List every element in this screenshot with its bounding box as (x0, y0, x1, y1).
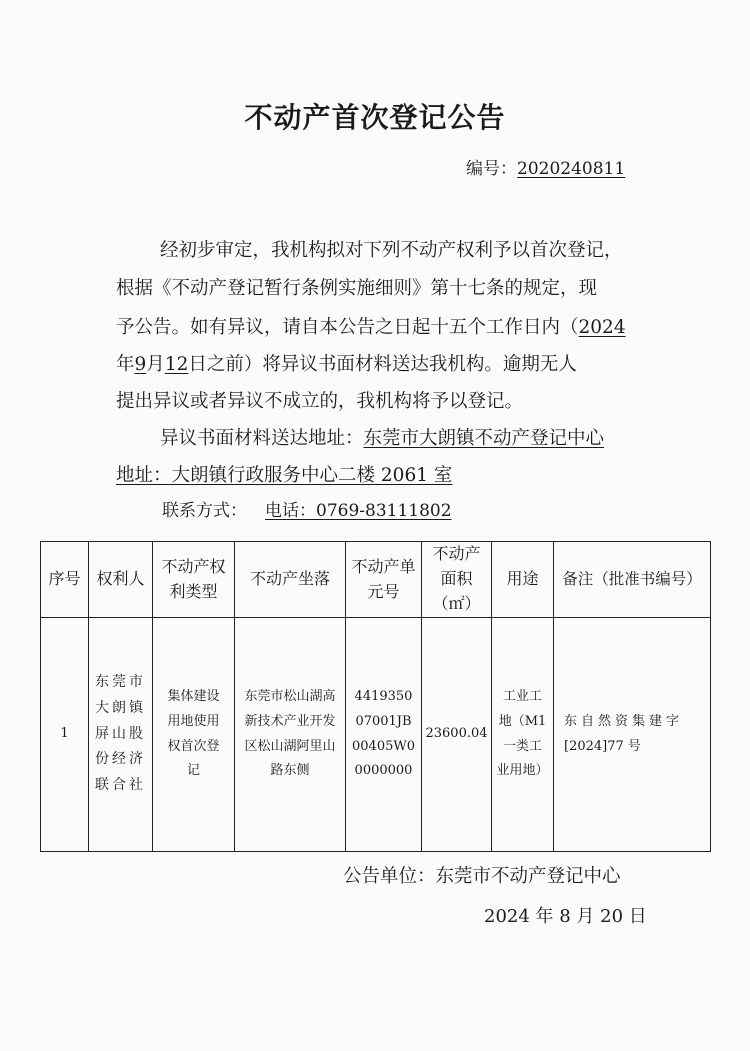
deadline-day: 12 (164, 354, 189, 375)
cell-right-type: 集体建设 用地使用 权首次登 记 (153, 618, 235, 852)
header-location: 不动产坐落 (235, 542, 346, 618)
document-number-value: 2020240811 (517, 159, 626, 179)
header-seq: 序号 (41, 542, 89, 618)
cell-seq: 1 (41, 618, 89, 852)
cell-location: 东莞市松山湖高 新技术产业开发 区松山湖阿里山 路东侧 (235, 618, 346, 852)
issuing-unit-name: 东莞市不动产登记中心 (435, 866, 621, 887)
cell-usage: 工业工 地（M1 一类工 业用地） (492, 618, 554, 852)
cell-owner: 东莞市 大朗镇 屏山股 份经济 联合社 (89, 618, 153, 852)
cell-area: 23600.04 (422, 618, 492, 852)
issuing-unit (343, 862, 621, 888)
deadline-year-suffix: 年 (116, 354, 135, 375)
header-usage: 用途 (492, 542, 554, 618)
header-area: 不动产 面积 （㎡） (422, 542, 492, 618)
address-value: 大朗镇行政服务中心二楼 2061 室 (171, 465, 453, 486)
body-line-3-text: 予公告。如有异议，请自本公告之日起十五个工作日内（ (116, 317, 579, 338)
body-line-1: 经初步审定，我机构拟对下列不动产权利予以首次登记， (160, 240, 623, 261)
deadline-month: 9 (134, 354, 147, 375)
table-row (41, 618, 711, 852)
address-line (116, 461, 452, 487)
body-line-5: 提出异议或者异议不成立的，我机构将予以登记。 (116, 391, 524, 412)
issuing-unit-label: 公告单位： (343, 866, 436, 887)
cell-remark: 东自然资集建字 [2024]77 号 (554, 618, 711, 852)
header-owner: 权利人 (89, 542, 153, 618)
cell-unit-no: 4419350 07001JB 00405W0 0000000 (346, 618, 422, 852)
header-right-type: 不动产权 利类型 (153, 542, 235, 618)
issue-date: 2024 年 8 月 20 日 (484, 906, 647, 927)
deadline-month-suffix: 月 (146, 354, 165, 375)
objection-address (160, 424, 604, 450)
document-number (466, 154, 625, 179)
contact-label: 联系方式： (162, 501, 247, 521)
deadline-year: 2024 (578, 317, 626, 338)
registration-table (40, 541, 711, 852)
document-number-label: 编号： (466, 159, 517, 179)
body-line-4 (116, 350, 577, 376)
page-title: 不动产首次登记公告 (244, 101, 506, 134)
address-label: 地址： (116, 465, 172, 486)
header-unit-no: 不动产单 元号 (346, 542, 422, 618)
objection-address-label: 异议书面材料送达地址： (160, 428, 364, 449)
body-line-4-text: 日之前）将异议书面材料送达我机构。逾期无人 (188, 354, 577, 375)
contact-line (162, 496, 492, 521)
body-line-3 (116, 313, 626, 339)
contact-value: 电话：0769-83111802 (265, 501, 452, 521)
table-header-row (41, 542, 711, 618)
objection-address-org: 东莞市大朗镇不动产登记中心 (363, 428, 605, 449)
header-remark: 备注（批准书编号） (554, 542, 711, 618)
body-line-2: 根据《不动产登记暂行条例实施细则》第十七条的规定，现 (116, 278, 598, 299)
